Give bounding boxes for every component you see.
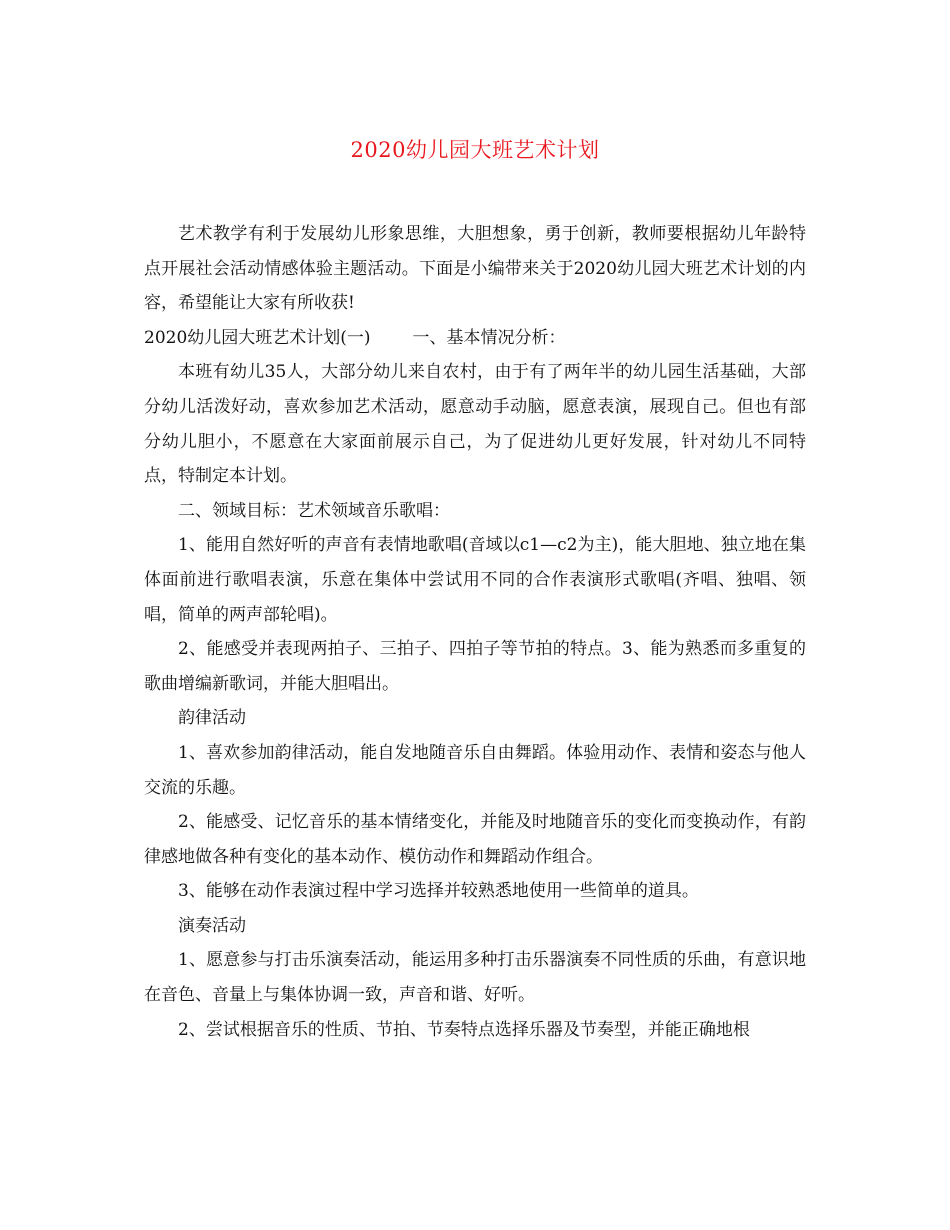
section1-paragraph: 本班有幼儿35人，大部分幼儿来自农村，由于有了两年半的幼儿园生活基础，大部分幼儿活泼好动，喜欢参加艺术活动，愿意动手动脑，愿意表演，展现自己。但也有部分幼儿胆小，不愿意在大家面前展示自己，为了促进幼儿更好发展，针对幼儿不同特点，特制定本计划。: [144, 362, 806, 487]
singing-item-1: 1、能用自然好听的声音有表情地歌唱(音域以c1—c2为主)，能大胆地、独立地在集体面前进行歌唱表演，乐意在集体中尝试用不同的合作表演形式歌唱(齐唱、独唱、领唱，简单的两声部轮唱)。: [144, 535, 806, 625]
plan-heading: 2020幼儿园大班艺术计划(一): [144, 327, 371, 348]
section1-heading: 一、基本情况分析：: [412, 327, 566, 348]
plan-heading-line: [144, 321, 806, 356]
rhythm-item-3: 3、能够在动作表演过程中学习选择并较熟悉地使用一些简单的道具。: [178, 881, 699, 902]
perform-heading: 演奏活动: [178, 915, 246, 936]
singing-item-2: 2、能感受并表现两拍子、三拍子、四拍子等节拍的特点。3、能为熟悉而多重复的歌曲增编新歌词，并能大胆唱出。: [144, 639, 806, 694]
document-title: 2020幼儿园大班艺术计划: [350, 138, 600, 162]
section2-heading: 二、领域目标：艺术领域音乐歌唱：: [178, 500, 450, 521]
intro-paragraph: 艺术教学有利于发展幼儿形象思维，大胆想象，勇于创新，教师要根据幼儿年龄特点开展社会活动情感体验主题活动。下面是小编带来关于2020幼儿园大班艺术计划的内容，希望能让大家有所收获!: [144, 224, 806, 314]
heading-gap: [371, 321, 413, 356]
rhythm-item-2: 2、能感受、记忆音乐的基本情绪变化，并能及时地随音乐的变化而变换动作，有韵律感地做各种有变化的基本动作、模仿动作和舞蹈动作组合。: [144, 812, 806, 867]
rhythm-heading: 韵律活动: [178, 708, 246, 729]
document-body: [144, 217, 806, 1047]
perform-item-2: 2、尝试根据音乐的性质、节拍、节奏特点选择乐器及节奏型，并能正确地根: [178, 1019, 750, 1040]
rhythm-item-1: 1、喜欢参加韵律活动，能自发地随音乐自由舞蹈。体验用动作、表情和姿态与他人交流的乐趣。: [144, 742, 806, 798]
perform-item-1: 1、愿意参与打击乐演奏活动，能运用多种打击乐器演奏不同性质的乐曲，有意识地在音色、音量上与集体协调一致，声音和谐、好听。: [144, 950, 806, 1006]
